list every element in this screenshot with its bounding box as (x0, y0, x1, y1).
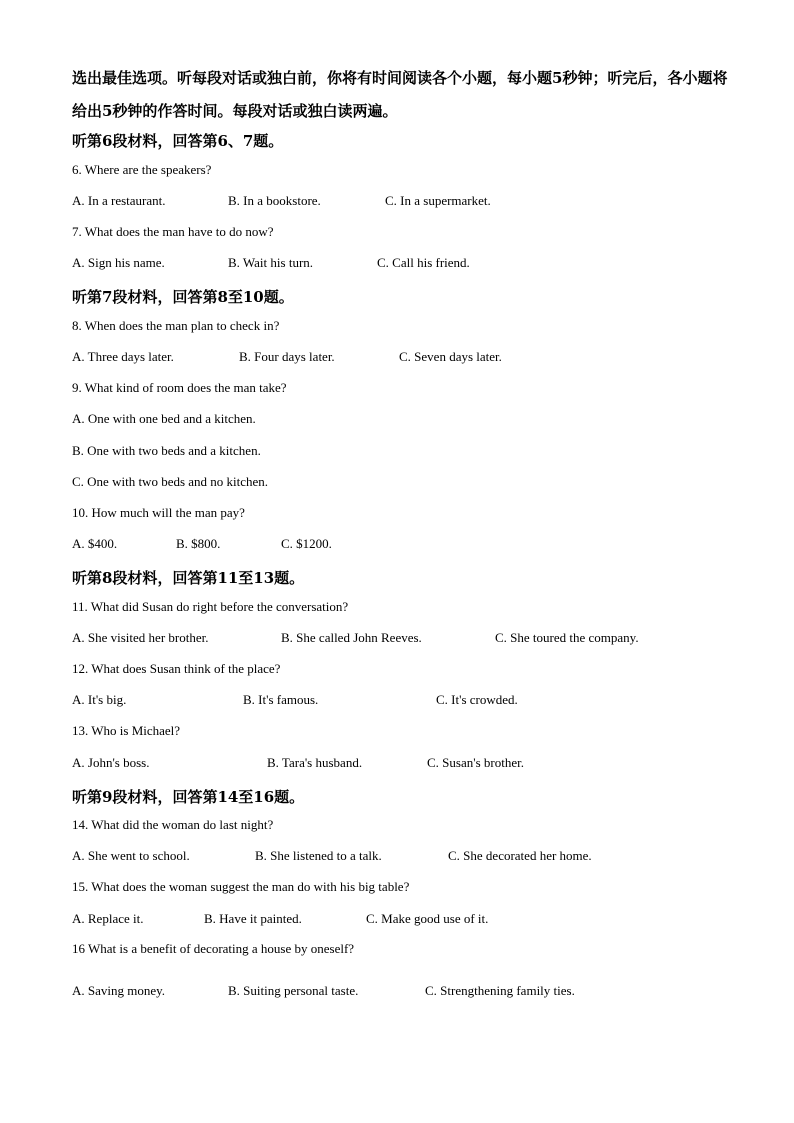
question-8-option-b: B. Four days later. (239, 349, 335, 364)
question-14-option-a: A. She went to school. (72, 848, 190, 863)
question-15: 15. What does the woman suggest the man do with his big table? (72, 879, 410, 894)
section-heading-8: 听第8段材料，回答第11至13题。 (72, 569, 305, 587)
question-12-option-b: B. It's famous. (243, 692, 319, 707)
question-14: 14. What did the woman do last night? (72, 817, 274, 832)
question-9-option-b: B. One with two beds and a kitchen. (72, 443, 261, 458)
question-10-option-b: B. $800. (176, 536, 221, 551)
question-13-option-c: C. Susan's brother. (427, 755, 524, 770)
question-13-option-b: B. Tara's husband. (267, 755, 363, 770)
question-10-option-a: A. $400. (72, 536, 118, 551)
question-9-option-c: C. One with two beds and no kitchen. (72, 474, 269, 489)
question-16-option-a: A. Saving money. (72, 983, 166, 998)
question-12: 12. What does Susan think of the place? (72, 661, 281, 676)
section-heading-6: 听第6段材料，回答第6、7题。 (72, 132, 284, 150)
question-6-option-b: B. In a bookstore. (228, 193, 321, 208)
question-7-option-b: B. Wait his turn. (228, 255, 314, 270)
question-14-option-c: C. She decorated her home. (448, 848, 592, 863)
question-11: 11. What did Susan do right before the conversation? (72, 599, 349, 614)
question-10: 10. How much will the man pay? (72, 505, 245, 520)
question-10-option-c: C. $1200. (281, 536, 332, 551)
question-6-option-a: A. In a restaurant. (72, 193, 166, 208)
question-11-option-b: B. She called John Reeves. (281, 630, 422, 645)
question-7-option-a: A. Sign his name. (72, 255, 165, 270)
question-8-option-c: C. Seven days later. (399, 349, 502, 364)
question-15-option-b: B. Have it painted. (204, 911, 302, 926)
question-9: 9. What kind of room does the man take? (72, 380, 287, 395)
question-12-option-c: C. It's crowded. (436, 692, 518, 707)
question-15-option-a: A. Replace it. (72, 911, 144, 926)
question-7: 7. What does the man have to do now? (72, 224, 274, 239)
question-16-option-b: B. Suiting personal taste. (228, 983, 359, 998)
question-7-option-c: C. Call his friend. (377, 255, 470, 270)
question-6: 6. Where are the speakers? (72, 162, 212, 177)
section-heading-7: 听第7段材料，回答第8至10题。 (72, 288, 294, 306)
question-6-option-c: C. In a supermarket. (385, 193, 491, 208)
question-14-option-b: B. She listened to a talk. (255, 848, 382, 863)
question-12-option-a: A. It's big. (72, 692, 127, 707)
question-16: 16 What is a benefit of decorating a house by oneself? (72, 941, 355, 956)
question-8: 8. When does the man plan to check in? (72, 318, 280, 333)
question-15-option-c: C. Make good use of it. (366, 911, 489, 926)
instructions-paragraph: 选出最佳选项。听每段对话或独白前，你将有时间阅读各个小题，每小题5秒钟；听完后，各小题将给出5秒钟的作答时间。每段对话或独白读两遍。 (72, 69, 728, 120)
question-11-option-a: A. She visited her brother. (72, 630, 209, 645)
question-16-option-c: C. Strengthening family ties. (425, 983, 575, 998)
question-9-option-a: A. One with one bed and a kitchen. (72, 411, 256, 426)
question-13: 13. Who is Michael? (72, 723, 181, 738)
question-11-option-c: C. She toured the company. (495, 630, 639, 645)
question-13-option-a: A. John's boss. (72, 755, 150, 770)
question-8-option-a: A. Three days later. (72, 349, 174, 364)
section-heading-9: 听第9段材料，回答第14至16题。 (72, 788, 305, 806)
